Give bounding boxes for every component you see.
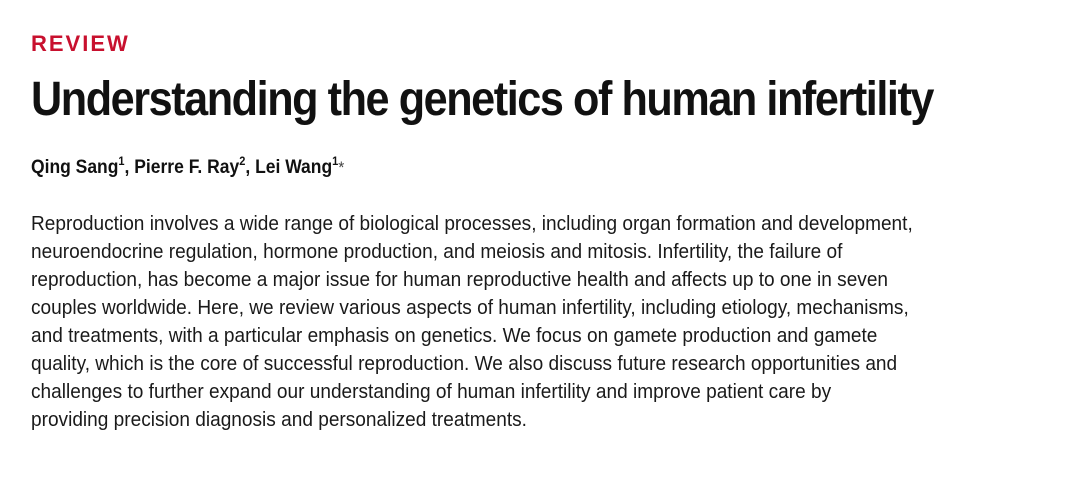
article-title: Understanding the genetics of human infertility <box>31 73 934 126</box>
abstract-line: neuroendocrine regulation, hormone production, and meiosis and mitosis. Infertility, the failure of <box>31 240 843 263</box>
abstract-line: quality, which is the core of successful reproduction. We also discuss future research opportunities and <box>31 352 898 375</box>
author-separator: , <box>245 157 256 178</box>
abstract-line: challenges to further expand our understanding of human infertility and improve patient care by <box>31 380 832 403</box>
corresponding-author-mark[interactable]: * <box>338 158 345 177</box>
author-3[interactable] <box>255 153 345 178</box>
abstract <box>31 210 1061 434</box>
abstract-line: Reproduction involves a wide range of biological processes, including organ formation and development, <box>31 212 913 235</box>
abstract-line: and treatments, with a particular emphasis on genetics. We focus on gamete production and gamete <box>31 324 878 347</box>
author-list <box>31 153 988 180</box>
author-affiliation: 1 <box>332 153 339 168</box>
abstract-line: reproduction, has become a major issue for human reproductive health and affects up to one in seven <box>31 268 889 291</box>
author-2[interactable] <box>134 153 246 178</box>
section-label: REVIEW <box>31 31 130 56</box>
author-affiliation: 1 <box>118 153 125 168</box>
author-name: Lei Wang <box>255 157 333 178</box>
author-1[interactable] <box>31 153 125 178</box>
author-name: Pierre F. Ray <box>134 157 240 178</box>
author-name: Qing Sang <box>31 157 119 178</box>
abstract-line: couples worldwide. Here, we review various aspects of human infertility, including etiology, mechanisms, <box>31 296 909 319</box>
author-affiliation: 2 <box>239 153 246 168</box>
article-header <box>31 30 1071 434</box>
abstract-line: providing precision diagnosis and personalized treatments. <box>31 408 527 431</box>
author-separator: , <box>124 157 135 178</box>
